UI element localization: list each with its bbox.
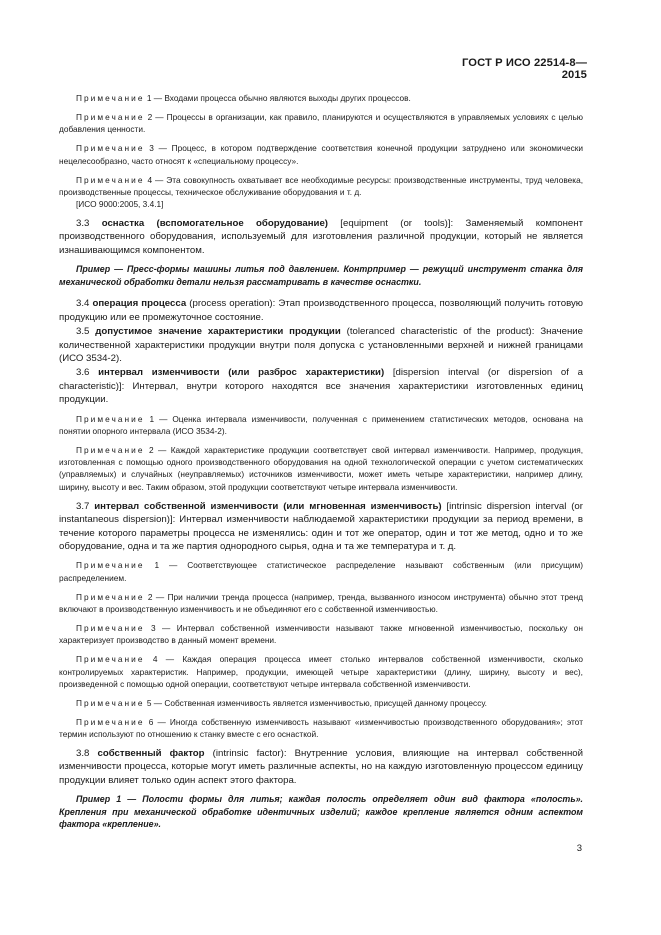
term-title: оснастка (вспомогательное оборудование) bbox=[101, 217, 328, 229]
term-number: 3.5 bbox=[76, 326, 96, 338]
note-text: 1 — Соответствующее статистическое распределение называют собственным (или присущим) распределением. bbox=[59, 560, 583, 583]
term-title: интервал собственной изменчивости (или мгновенная изменчивость) bbox=[94, 500, 442, 512]
note-label: Примечание bbox=[76, 560, 145, 571]
note-text: 3 — Процесс, в котором подтверждение соответствия конечной продукции затруднено или экономически нецелесообразно, часто относят к «специальному процессу». bbox=[59, 143, 583, 166]
note-3-7-3 bbox=[59, 622, 583, 647]
term-number: 3.8 bbox=[76, 748, 98, 760]
term-number: 3.4 bbox=[76, 298, 93, 310]
example-3-3: Пример — Пресс-формы машины литья под давлением. Контрпример — режущий инструмент станка для механической обработки детали нельзя рассматривать в качестве оснастки. bbox=[59, 264, 583, 287]
note-3-7-5 bbox=[59, 697, 583, 709]
term-definition: [equipment (or tools)]: Заменяемый компонент производственного оборудования, используемый для изготовления различной продукции, который не является изнашивающимся компонентом. bbox=[59, 217, 583, 256]
note-label: Примечание bbox=[76, 591, 145, 602]
note-text: 4 — Каждая операция процесса имеет столько интервалов собственной изменчивости, сколько контролируемых характеристик. Например, продукции, имеющей четыре характеристики (длину, ширину, высоту и вес), произведенной с помощью одной операции, соответствуют четыре интервала собственной изменчивости. bbox=[59, 654, 583, 689]
term-definition: (toleranced characteristic of the product): Значение количественной характеристики продукции внутри поля допуска с установленными верхней и нижней границами (ИСО 3534-2). bbox=[59, 326, 584, 364]
note-text: 2 — Каждой характеристике продукции соответствует свой интервал изменчивости. Например, продукция, изготовленная с помощью одного производственного оборудования на одной технологической операции с учетом систематических (управляемых) и случайных (неуправляемых) источников изменчивости, может иметь четыре характеристики, например длину, ширину, высоту и вес. Таким образом, этой продукции соответствуют четыре интервала изменчивости. bbox=[59, 444, 583, 492]
note-text: 6 — Иногда собственную изменчивость называют «изменчивостью производственного оборудования»; этот термин используют по отношению к станку вместе с его оснасткой. bbox=[59, 716, 583, 740]
term-definition: [dispersion interval (or dispersion of a characteristic)]: Интервал, внутри которого находятся все значения характеристики изготовленных единиц продукции. bbox=[59, 367, 583, 406]
page-content bbox=[59, 92, 583, 840]
term-number: 3.6 bbox=[76, 367, 99, 379]
term-3-5 bbox=[59, 325, 583, 365]
term-definition: [intrinsic dispersion interval (or instantaneous dispersion)]: Интервал изменчивости наблюдаемой характеристики продукции за период времени, в течение которого параметры процесса не изменялись: один и тот же оператор, один и тот же метод, одно и то же оборудование, одна и та же партия однородного сырья, одна и та же температура и т. д. bbox=[59, 500, 583, 552]
term-title: допустимое значение характеристики продукции bbox=[95, 326, 341, 338]
note-label: Примечание bbox=[76, 93, 145, 103]
note-3-2-2 bbox=[59, 111, 583, 136]
note-label: Примечание bbox=[76, 444, 145, 455]
note-3-7-4 bbox=[59, 653, 583, 690]
note-3-7-1 bbox=[59, 559, 583, 584]
term-3-4 bbox=[59, 297, 583, 324]
term-title: интервал изменчивости (или разброс характеристики) bbox=[98, 367, 385, 379]
term-title: операция процесса bbox=[92, 298, 187, 310]
note-3-2-4 bbox=[59, 174, 583, 199]
note-label: Примечание bbox=[76, 622, 145, 633]
note-3-2-1 bbox=[59, 92, 583, 104]
page-number: 3 bbox=[576, 843, 582, 854]
note-text: 1 — Входами процесса обычно являются выходы других процессов. bbox=[144, 93, 411, 103]
note-label: Примечание bbox=[76, 413, 145, 424]
note-3-7-6 bbox=[59, 716, 583, 741]
document-code-header: ГОСТ Р ИСО 22514-8—2015 bbox=[461, 57, 587, 81]
note-3-7-2 bbox=[59, 591, 583, 616]
note-3-6-2 bbox=[59, 444, 583, 493]
note-text: 2 — Процессы в организации, как правило, планируются и осуществляются в управляемых условиях с целью добавления ценности. bbox=[59, 111, 583, 135]
note-label: Примечание bbox=[76, 143, 145, 154]
term-3-8 bbox=[59, 747, 583, 787]
term-number: 3.3 bbox=[76, 217, 102, 229]
term-3-7 bbox=[59, 500, 583, 554]
term-3-6 bbox=[59, 366, 583, 406]
note-label: Примечание bbox=[76, 111, 145, 122]
note-3-2-3 bbox=[59, 142, 583, 167]
note-text: 2 — При наличии тренда процесса (например, тренда, вызванного износом инструмента) обычно этот тренд включают в производственную изменчивость и не объединяют его с собственной изменчивостью. bbox=[59, 591, 583, 614]
note-3-6-1 bbox=[59, 413, 583, 438]
note-label: Примечание bbox=[76, 654, 145, 665]
term-3-3 bbox=[59, 217, 583, 257]
term-definition: (intrinsic factor): Внутренние условия, влияющие на интервал собственной изменчивости процесса, которые могут иметь различные аспекты, но на каждую изготовленную процессом единицу продукции влияет только один аспект этого фактора. bbox=[59, 748, 583, 786]
term-number: 3.7 bbox=[76, 500, 95, 512]
note-text: 4 — Эта совокупность охватывает все необходимые ресурсы: производственные инструменты, труд человека, производственные процессы, техническое обслуживание оборудования и т. д. bbox=[59, 174, 583, 197]
note-text: 5 — Собственная изменчивость является изменчивостью, присущей данному процессу. bbox=[144, 697, 487, 708]
term-title: собственный фактор bbox=[97, 748, 205, 760]
note-label: Примечание bbox=[76, 716, 145, 727]
note-label: Примечание bbox=[76, 174, 145, 185]
note-text: 1 — Оценка интервала изменчивости, полученная с применением статистических методов, основана на понятии опорного интервала (ИСО 3534-2). bbox=[59, 413, 583, 436]
reference-iso-9000: [ИСО 9000:2005, 3.4.1] bbox=[76, 199, 164, 210]
note-text: 3 — Интервал собственной изменчивости называют также мгновенной изменчивостью, поскольку он характеризует производство в данный момент времени. bbox=[59, 622, 583, 646]
term-definition: (process operation): Этап производственного процесса, позволяющий получить готовую продукцию или ее промежуточное состояние. bbox=[59, 298, 584, 323]
example-3-8: Пример 1 — Полости формы для литья; каждая полость определяет один вид фактора «полость». Крепления при механической обработке идентичных изделий; каждое крепление является одним аспектом фактора «крепление». bbox=[59, 794, 583, 830]
note-label: Примечание bbox=[76, 697, 145, 708]
